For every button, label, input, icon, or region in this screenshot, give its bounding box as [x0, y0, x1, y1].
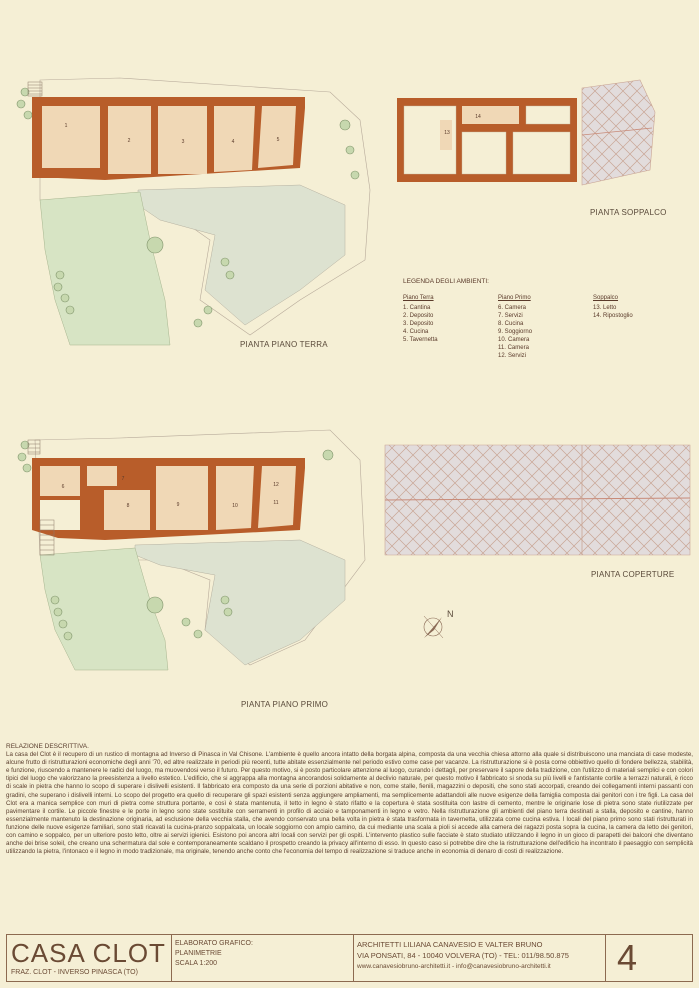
- room-number-3: 3: [181, 139, 185, 145]
- legend-item: 7. Servizi: [498, 313, 523, 319]
- project-title: CASA CLOT: [11, 938, 166, 968]
- architects-name: ARCHITETTI LILIANA CANAVESIO E VALTER BRUNO: [357, 940, 543, 949]
- project-location: FRAZ. CLOT - INVERSO PINASCA (TO): [11, 969, 138, 976]
- description-heading: RELAZIONE DESCRITTIVA.: [6, 743, 89, 750]
- courtyard: [138, 185, 345, 325]
- legend-item: 8. Cucina: [498, 321, 524, 327]
- legend-item: 11. Camera: [498, 345, 529, 351]
- room-number-1: 1: [64, 123, 68, 129]
- north-arrow: [424, 609, 454, 638]
- legend-item: 10. Camera: [498, 337, 530, 343]
- legend-item: 13. Letto: [593, 305, 617, 311]
- room-number-4: 4: [231, 139, 235, 145]
- legend-item: 4. Cucina: [403, 329, 429, 335]
- title-block: [6, 934, 693, 982]
- legend-col-soppalco: [593, 294, 683, 320]
- legend-col1-title: Piano Terra: [403, 295, 434, 301]
- room-number-7: 7: [121, 476, 125, 482]
- room-number-2: 2: [127, 138, 131, 144]
- legend-col-piano-terra: [403, 294, 493, 344]
- architects-address: VIA PONSATI, 84 - 10040 VOLVERA (TO) - TEL: 011/98.50.875: [357, 951, 569, 960]
- description: [6, 743, 693, 856]
- sheet-number: 4: [616, 937, 638, 978]
- lawn: [40, 192, 170, 345]
- room-number-14: 14: [475, 114, 481, 120]
- drawing-info: [175, 939, 253, 969]
- legend-col-piano-primo: [498, 294, 588, 360]
- elaborato-value: PLANIMETRIE: [175, 950, 222, 957]
- legend-item: 12. Servizi: [498, 353, 527, 359]
- legend-item: 5. Tavernetta: [403, 337, 438, 343]
- architects-info: [357, 939, 569, 972]
- legend: [403, 278, 683, 359]
- legend-col3-title: Soppalco: [593, 295, 619, 301]
- room-number-12: 12: [273, 482, 279, 488]
- label-soppalco: PIANTA SOPPALCO: [590, 208, 667, 217]
- scale-value: SCALA 1:200: [175, 960, 218, 967]
- plan-roofs: [385, 445, 690, 555]
- legend-item: 2. Deposito: [403, 313, 434, 319]
- label-piano-terra: PIANTA PIANO TERRA: [240, 340, 328, 349]
- plan-mezzanine: [397, 80, 655, 185]
- label-piano-primo: PIANTA PIANO PRIMO: [241, 700, 329, 709]
- room-number-6: 6: [61, 484, 65, 490]
- legend-item: 14. Ripostoglio: [593, 313, 633, 319]
- legend-item: 3. Deposito: [403, 321, 434, 327]
- description-text: La casa del Clot è il recupero di un rustico di montagna ad Inverso di Pinasca in Val Chisone. L'ambiente è quello ancora intatto della borgata alpina, composta da una vecchia chiesa attorno alla quale si distribuiscono una manciata di case modeste, alcune frutto di ristrutturazioni economiche degli anni '70, ed altre realizzate in periodi più recenti, tutte abitate essenzialmente nel periodo estivo come case per vacanze. La ristrutturazione si è posta come obbiettivo quello di fondere bellezza, stabilità, e funzione, riuscendo a mantenere le radici del luogo, ma muovendosi verso il futuro. Per questo motivo, si è posto particolare attenzione al luogo, curando i dettagli, per preservare il sapore della tradizione, con l'utilizzo di materiali semplici e con colori tipici del luogo che valorizzano la preesistenza a livello estetico. L'edificio, che si aggrappa alla montagna ancorandosi solidamente al declivio naturale, per questo motivo il fabbricato si snoda su più livelli e l'antistante cortile a terrazzi naturali, è ricco di scale in pietra che hanno lo scopo di superare i dislivelli esistenti. Il fabbricato era composto da una serie di porzioni abitative e non, come stalle, fienili, magazzini o depositi, che sono stati accorpati, creando dei collegamenti interni passanti con gradini, che superano i dislivelli interni. Lo scopo del progetto era quello di recuperare gli spazi esistenti senza aggiungere ampliamenti, ma semplicemente adattandoli alle nuove esigenze della famiglia composta dai genitori con i tre figli. La casa del Clot era a manica semplice con muri di pietra come struttura portante, e così è stata mantenuta, il tetto in legno è stato rifatto e la copertura è stata sostituita con lastre di cemento, mentre le originarie lose di pietra sono state riutilizzate per pavimentare il cortile. Le piccole finestre e le porte in legno sono state sostituite con serramenti in profilo di acciaio e tamponamenti in legno e vetro. Nella ristrutturazione gli ambienti del piano terra destinati a stalla, deposito e cantine, hanno essenzialmente mantenuto la destinazione originaria, ad esclusione della vecchia stalla, che avendo conservato una bella volta in pietra è stata trasformata in tavernetta, utilizzata come cucina estiva. I locali del piano primo sono stati ristrutturati in funzione delle nuove esigenze familiari, sono stati ricavati la cucina-pranzo soppalcata, un locale soggiorno con ampio camino, da cui mediante una scala a pioli si accede alla camera dei ragazzi posta sopra la cucina, la camera da letto dei genitori, con camino e soppalco, per un ulteriore posto letto, oltre ai servizi igienici. Esistono poi ancora altri locali con servizi per gli ospiti. L'intervento plastico sulle facciate è stato studiato utilizzando il legno in un gioco di parapetti dei balconi che diventano anche dei brise soleil, che creano una schermatura dal sole e contemporaneamente scaldano il prospetto creando la privacy all'interno di esso. In questo caso si potrebbe dire che la ristrutturazione dell'edificio ha incontrato il paesaggio con semplicità utilizzando la pietra, l'intonaco e il legno in modo tradizionale, ma originale, tenendo anche conto che l'economia del tempo di realizzazione si traduce anche in economia di denaro di costi di realizzazione.: [6, 751, 693, 856]
- architects-web: www.canavesiobruno-architetti.it - info@canavesiobruno-architetti.it: [357, 963, 551, 970]
- elaborato-label: ELABORATO GRAFICO:: [175, 940, 253, 947]
- room-number-9: 9: [176, 502, 180, 508]
- plan-ground-floor: [17, 78, 370, 345]
- plan-first-floor: [18, 430, 365, 670]
- legend-item: 9. Soggiorno: [498, 329, 533, 335]
- north-label: N: [447, 609, 454, 619]
- legend-item: 1. Cantina: [403, 305, 431, 311]
- room-number-5: 5: [276, 137, 280, 143]
- courtyard-primo: [135, 540, 345, 665]
- room-number-8: 8: [126, 503, 130, 509]
- room-number-10: 10: [232, 503, 238, 509]
- legend-title: LEGENDA DEGLI AMBIENTI:: [403, 278, 489, 285]
- room-number-13: 13: [444, 130, 450, 136]
- room-number-11: 11: [273, 500, 279, 506]
- legend-item: 6. Camera: [498, 305, 527, 311]
- legend-col2-title: Piano Primo: [498, 295, 531, 301]
- label-coperture: PIANTA COPERTURE: [591, 570, 675, 579]
